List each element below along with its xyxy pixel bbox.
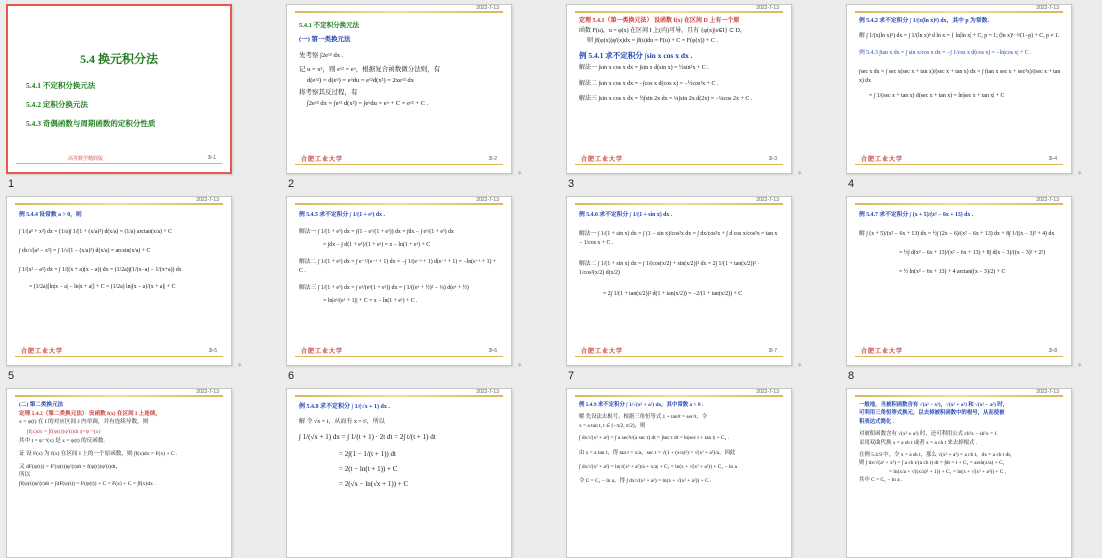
- text-line: 可利用三角恒等式换元，以去掉被积函数中的根号，从而使被: [859, 410, 1005, 417]
- text-line: 一般地，当被积函数含有 √(a² − x²)，√(x² + a²) 和 √(x² − a²) 时，: [859, 402, 1009, 408]
- slide-cell-2[interactable]: [280, 0, 542, 190]
- equation: ∫f(ψ(t))ψ'(t)dt = ∫dF(ψ(t)) = F(ψ(t)) + C = F(x) + C = ∫f(x)dx .: [19, 480, 156, 487]
- equation: = 2∫(1 − 1/(t + 1)) dt: [339, 450, 396, 458]
- animation-star-icon[interactable]: ✧: [517, 171, 523, 177]
- page-number: 3l-6: [488, 348, 497, 354]
- header-rule: [855, 395, 1063, 397]
- slide-date: 2022-7-13: [476, 5, 499, 11]
- university-logo: 合肥工业大学: [861, 157, 904, 163]
- solution-line: 解法一 ∫ 1/(1 + eˣ) dx = ∫(1 − eˣ/(1 + eˣ)) dx = ∫dx − ∫ eˣ/(1 + eˣ) dx: [299, 229, 454, 235]
- equation: ∫ dx/√(a² − x²) = ∫ 1/√(1 − (x/a)²) d(x/a) = arcsin(x/a) + C: [19, 248, 151, 254]
- slide-number: 5: [8, 370, 15, 382]
- footer-rule: [16, 163, 222, 164]
- equation: ∫ 1/(a² + x²) dx = (1/a)∫ 1/(1 + (x/a)²) d(x/a) = (1/a) arctan(x/a) + C: [19, 229, 173, 235]
- page-number: 3l-5: [208, 348, 217, 354]
- example-line: 例 5.4.3 ∫tan x dx = ∫ sin x/cos x dx = −∫ 1/cos x d(cos x) = −ln|cos x| + C .: [859, 50, 1032, 56]
- slide-date: 2022-7-13: [756, 5, 779, 11]
- footer-rule: [855, 164, 1063, 165]
- slide-cell-9[interactable]: [0, 384, 262, 546]
- slide-cell-1[interactable]: [0, 0, 262, 190]
- university-logo: 合肥工业大学: [581, 349, 624, 355]
- text-line: 其中 C = C₁ − ln a .: [859, 477, 903, 484]
- slide-number: 8: [848, 370, 855, 382]
- slide-date: 2022-7-13: [476, 197, 499, 203]
- equation: ∫ dx/√(x² + a²) = ln|√(x² + a²)/a + x/a| + C₁ = ln(x + √(x² + a²)) + C₁ − ln a: [579, 464, 737, 471]
- page-number: 3l-7: [768, 348, 777, 354]
- header-rule: [15, 395, 223, 397]
- slide-thumbnail[interactable]: [566, 388, 792, 558]
- slide-thumbnail[interactable]: [6, 196, 232, 366]
- theorem-line: 定理 5.4.2（第二类换元法） 设函数 f(x) 在区间 I 上连续，: [19, 410, 162, 417]
- solution-line: 解法一 ∫ 1/(1 + sin x) dx = ∫ (1 − sin x)/cos²x dx = ∫ dx/cos²x + ∫ d cos x/cos²x = tan x − 1/cos x + C .: [579, 231, 778, 246]
- text-line: 采用双曲代换 x = a sh t 或者 x = a ch t 来去掉根式 .: [859, 439, 978, 446]
- page-number: 3l-2: [488, 156, 497, 162]
- slide-number: 6: [288, 370, 295, 382]
- subsection-heading: (二) 第二类换元法: [19, 402, 64, 408]
- footer-rule: [575, 164, 783, 165]
- slide-thumbnail[interactable]: [286, 4, 512, 174]
- animation-star-icon[interactable]: ✧: [1077, 171, 1083, 177]
- text-line: 对被积函数含有 √(x² ± a²) 时，还可利用公式 ch²x − sh²x = 1: [859, 431, 998, 438]
- slide-cell-5[interactable]: [0, 192, 262, 382]
- slide-number: 4: [848, 178, 855, 190]
- solution-line: 解 令 √x = t，从而有 x = t²，所以: [299, 419, 385, 425]
- equation: d(eˣ²) = d(eᵘ) = eᵘdu = eˣ²d(x²) = 2xeˣ² dx: [307, 77, 414, 84]
- example-title: 例 5.4.1 求不定积分 ∫sin x cos x dx .: [579, 50, 693, 60]
- text-line: 记 u = x²，则 eˣ² = eᵘ，根据复合函数微分法则，有: [299, 66, 441, 73]
- text-line: 所以: [19, 472, 31, 479]
- solution-line: 解法二 ∫ 1/(1 + eˣ) dx = ∫ e⁻ˣ/(e⁻ˣ + 1) dx = −∫ 1/(e⁻ˣ + 1) d(e⁻ˣ + 1) = −ln(e⁻ˣ + 1) + C .: [299, 259, 497, 274]
- solution-line: 解法三 ∫ 1/(1 + eˣ) dx = ∫ eˣ/(eˣ(1 + eˣ)) dx = ∫ 1/((eˣ + ½)² − ¼) d(eˣ + ½): [299, 285, 469, 291]
- university-logo: 合肥工业大学: [21, 349, 64, 355]
- example-title: 例 5.4.5 求不定积分 ∫ 1/(1 + eˣ) dx .: [299, 212, 385, 218]
- equation: = ½∫ d(x² − 6x + 13)/(x² − 6x + 13) + 8∫ d(x − 3)/((x − 3)² + 2²): [899, 250, 1046, 256]
- header-rule: [855, 203, 1063, 205]
- theorem-line: 定理 5.4.1（第一类换元法） 设函数 f(x) 在区间 D 上有一个原: [579, 18, 740, 24]
- equation: = 2(t − ln(t + 1)) + C: [339, 465, 398, 473]
- slide-thumbnail[interactable]: [6, 4, 232, 174]
- header-rule: [575, 203, 783, 205]
- university-logo: 合肥工业大学: [301, 157, 344, 163]
- equation: = ln(x/a + √((x/a)² + 1)) + C₁ = ln(x + √(x² + a²)) + C ,: [889, 468, 1007, 475]
- page-number: 3l-8: [1048, 348, 1057, 354]
- slide-title: 5.4 换元积分法: [79, 52, 158, 66]
- equation: = 2∫ 1/(1 + tan(x/2))² d(1 + tan(x/2)) = −2/(1 + tan(x/2)) + C: [603, 291, 743, 297]
- equation: 令 C = C₁ − ln a，得 ∫ dx/√(x² + a²) = ln(x + √(x² + a²)) + C .: [579, 478, 712, 485]
- slide-cell-10[interactable]: [280, 384, 542, 546]
- slide-number: 2: [288, 178, 295, 190]
- solution-line: 解 ∫ (x + 5)/(x² − 6x + 13) dx = ½∫ (2x − 6)/(x² − 6x + 13) dx + 8∫ 1/((x − 3)² + 4) dx: [859, 231, 1055, 237]
- text-line: x = a tan t, t ∈ (−π/2, π/2)，则: [579, 422, 646, 429]
- text-line: 函数 F(u)，u = φ(x) 在区间 I 上(内)可导，且有 {φ(x)|x∈I} ⊂ D，: [579, 27, 746, 34]
- animation-star-icon[interactable]: ✧: [797, 363, 803, 369]
- text-line: x = ψ(t) 在 I 的对应区间 J 内单调，并有连续导数，则: [19, 419, 149, 426]
- slide-thumbnail[interactable]: [846, 388, 1072, 558]
- slide-cell-12[interactable]: [840, 384, 1102, 546]
- equation: ∫ 1/(√x + 1) dx = ∫ 1/(t + 1) · 2t dt = 2∫ t/(t + 1) dt: [299, 433, 436, 441]
- page-number: 3l-3: [768, 156, 777, 162]
- animation-star-icon[interactable]: ✧: [237, 363, 243, 369]
- equation: = ∫dx − ∫ d(1 + eˣ)/(1 + eˣ) = x − ln(1 + eˣ) + C: [323, 242, 431, 248]
- equation: = ½ ln(x² − 6x + 13) + 4 arctan((x − 3)/2) + C: [899, 269, 1006, 275]
- text-line: 由 x = a tan t，得 tan t = x/a，sec t = √(1 + (x/a)²) = √(x² + a²)/a，因此: [579, 449, 736, 456]
- example-title: 例 5.4.9 求不定积分 ∫ 1/√(x² + a²) dx，其中常数 a > 0 .: [579, 402, 704, 408]
- slide-date: 2022-7-13: [476, 389, 499, 395]
- page-number: 3l-4: [1048, 156, 1057, 162]
- footer-rule: [295, 164, 503, 165]
- example-title: 例 5.4.2 求不定积分 ∫ 1/(x(ln x)ᵖ) dx，其中 p 为常数.: [859, 18, 989, 24]
- example-title: 例 5.4.7 求不定积分 ∫ (x + 5)/(x² − 6x + 13) dx .: [859, 212, 974, 218]
- equation: = ∫ 1/(sec x + tan x) d(sec x + tan x) = ln|sec x + tan x| + C: [869, 93, 1005, 99]
- slide-thumbnail[interactable]: [566, 4, 792, 174]
- text-line: 其中 t = ψ⁻¹(x) 是 x = ψ(t) 的反函数.: [19, 438, 105, 445]
- equation: ∫2eˣ² dx = ∫eˣ² d(x²) = ∫eᵘdu = eᵘ + C = eˣ² + C .: [307, 100, 429, 107]
- slide-number: 3: [568, 178, 575, 190]
- toc-item: 5.4.2 定积分换元法: [26, 100, 88, 109]
- slide-thumbnail[interactable]: [846, 4, 1072, 174]
- slide-thumbnail[interactable]: [6, 388, 232, 558]
- solution-line: 解 先设法去根号。根据三角恒等式 1 + tan²t = sec²t，令: [579, 414, 708, 421]
- slide-footer: 高等数学精简版: [68, 157, 104, 162]
- text-line: 在例 5.4.9 中，令 x = a sh t，那么 √(x² + a²) = a ch t，dx = a ch t dt，: [859, 452, 1016, 459]
- header-rule: [15, 203, 223, 205]
- header-rule: [575, 11, 783, 13]
- header-rule: [295, 11, 503, 13]
- slide-number: 7: [568, 370, 575, 382]
- footer-rule: [295, 356, 503, 357]
- slide-thumbnail[interactable]: [286, 196, 512, 366]
- equation: = (1/2a)[ln|x − a| − ln|x + a|] + C = (1/2a) ln|(x − a)/(x + a)| + C: [29, 284, 176, 290]
- university-logo: 合肥工业大学: [861, 349, 904, 355]
- university-logo: 合肥工业大学: [301, 349, 344, 355]
- slide-thumbnail[interactable]: [286, 388, 512, 558]
- slide-date: 2022-7-13: [756, 389, 779, 395]
- slide-cell-4[interactable]: [840, 0, 1102, 190]
- example-title: 例 5.4.6 求不定积分 ∫ 1/(1 + sin x) dx .: [579, 212, 673, 218]
- solution-line: 解法三 ∫sin x cos x dx = ½∫sin 2x dx = ¼∫sin 2x d(2x) = −¼cos 2x + C .: [579, 96, 753, 102]
- example-title: 例 5.4.4 设常数 a > 0，则: [19, 212, 82, 218]
- toc-item: 5.4.3 奇偶函数与周期函数的定积分性质: [26, 119, 156, 128]
- slide-date: 2022-7-13: [1036, 197, 1059, 203]
- text-line: 证 设 F(x) 为 f(x) 在区间 I 上的一个原函数，则 ∫f(x)dx = F(x) + C .: [19, 450, 178, 457]
- footer-rule: [15, 356, 223, 357]
- solution-line: 解法一 ∫sin x cos x dx = ∫sin x d(sin x) = ½sin²x + C .: [579, 65, 709, 71]
- text-line: 积表达式简化 .: [859, 418, 895, 425]
- footer-rule: [855, 356, 1063, 357]
- equation: ∫ dx/√(x² + a²) = ∫ a sec²t/(a sec t) dt = ∫sec t dt = ln|sec t + tan t| + C₁ .: [579, 435, 730, 442]
- solution-line: 解法二 ∫ 1/(1 + sin x) dx = ∫ 1/(cos(x/2) + sin(x/2))² dx = 2∫ 1/(1 + tan(x/2))² · 1/cos²(x/2) d(x/2): [579, 261, 760, 276]
- animation-star-icon[interactable]: ✧: [797, 171, 803, 177]
- text-line: 将考察其反过程，有: [299, 89, 358, 96]
- text-line: 又 dF(ψ(t)) = F'(ψ(t))ψ'(t)dt = f(ψ(t))ψ'(t)dt，: [19, 463, 122, 470]
- header-rule: [575, 395, 783, 397]
- slide-number: 1: [8, 178, 15, 190]
- solution-line: 解法二 ∫sin x cos x dx = −∫cos x d(cos x) = −½cos²x + C .: [579, 80, 719, 87]
- university-logo: 合肥工业大学: [581, 157, 624, 163]
- equation: 则 ∫f(φ(x))φ'(x)dx = ∫f(u)du = F(u) + C = F(φ(x)) + C .: [587, 38, 718, 44]
- slide-date: 2022-7-13: [1036, 389, 1059, 395]
- slide-thumbnail[interactable]: [566, 196, 792, 366]
- equation: ∫f(x)dx = ∫f(ψ(t))ψ'(t)dt |t=ψ⁻¹(x): [27, 428, 101, 435]
- slide-cell-6[interactable]: [280, 192, 542, 382]
- slide-date: 2022-7-13: [756, 197, 779, 203]
- animation-star-icon[interactable]: ✧: [517, 363, 523, 369]
- animation-star-icon[interactable]: ✧: [1077, 363, 1083, 369]
- slide-thumbnail[interactable]: [846, 196, 1072, 366]
- solution-line: 解 ∫ 1/(x(ln x)ᵖ) dx = ∫ 1/(ln x)ᵖ d ln x = { ln|ln x| + C, p = 1; (ln x)¹⁻ᵖ/(1−p) + C, p ≠ 1.: [859, 33, 1060, 39]
- header-rule: [295, 395, 503, 397]
- slide-cell-7[interactable]: [560, 192, 822, 382]
- slide-date: 2022-7-13: [1036, 5, 1059, 11]
- header-rule: [295, 203, 503, 205]
- equation: ∫ 1/(x² − a²) dx = ∫ 1/((x + a)(x − a)) dx = (1/2a)∫(1/(x−a) − 1/(x+a)) dx: [19, 267, 182, 273]
- page-number: 3l-1: [207, 155, 216, 161]
- section-heading: 5.4.1 不定积分换元法: [299, 22, 360, 29]
- equation: = ln|eˣ/(eˣ + 1)| + C = x − ln(1 + eˣ) + C .: [323, 298, 418, 304]
- example-title: 例 5.4.8 求不定积分 ∫ 1/(√x + 1) dx .: [299, 404, 390, 410]
- text-line: 先考察 ∫2eˣ² dx .: [299, 52, 344, 59]
- footer-rule: [575, 356, 783, 357]
- slide-date: 2022-7-13: [196, 197, 219, 203]
- slide-cell-11[interactable]: [560, 384, 822, 546]
- equation: = 2(√x − ln(√x + 1)) + C: [339, 480, 409, 488]
- equation: 则 ∫ dx/√(a² + x²) = ∫ a ch t/(a ch t) dt = ∫dt = t + C₁ = arsh(x/a) + C₁: [859, 460, 1005, 467]
- slide-cell-3[interactable]: [560, 0, 822, 190]
- slide-cell-8[interactable]: [840, 192, 1102, 382]
- slide-date: 2022-7-13: [196, 389, 219, 395]
- header-rule: [855, 11, 1063, 13]
- equation: ∫sec x dx = ∫ sec x(sec x + tan x)/(sec x + tan x) dx = ∫ (tan x sec x + sec²x)/(sec x + tan x) dx: [859, 69, 1061, 84]
- subsection-heading: (一) 第一类换元法: [299, 36, 351, 43]
- toc-item: 5.4.1 不定积分换元法: [26, 81, 96, 90]
